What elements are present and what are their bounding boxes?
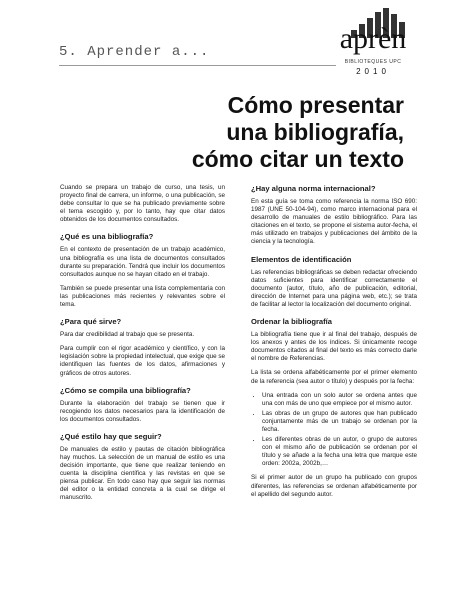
heading-what-for: ¿Para qué sirve? (60, 317, 122, 327)
left-column (60, 184, 225, 509)
list-item: • Les diferentes obras de un autor, o grupo de autores con el mismo año de publicación se ordenan por el título y se añade a la fecha una letra que marque este orden: 2002a, 2002b,… (262, 436, 417, 468)
heading-identification-elements: Elementos de identificación (251, 254, 352, 264)
paragraph: Para cumplir con el rigor académico y científico, y con la legislación sobre la propiedad intelectual, que exige que se identifiquen las fuentes de los datos, afirmaciones y gráficos de otros autores. (60, 345, 225, 377)
title-line-3: cómo citar un texto (191, 146, 404, 172)
paragraph: La bibliografía tiene que ir al final del trabajo, después de los anexos y antes de los índices. Si únicamente recoge documentos citados al final del texto es más correcto darle el nombre de Referencias. (251, 331, 417, 363)
intro-paragraph: Cuando se prepara un trabajo de curso, una tesis, un proyecto final de carrera, un informe, o una publicación, se debe consultar lo que se ha publicado previamente sobre el tema escogido y, por lo tanto, hay que citar datos obtenidos de los documentos consultados. (60, 184, 225, 224)
paragraph: Las referencias bibliográficas se deben redactar ofreciendo datos suficientes para identificar correctamente el documento (autor, título, año de publicación, editorial, dirección de Internet para una página web, etc.); se trata de facilitar al lector la localización del documento original. (251, 268, 417, 308)
heading-how-compiled: ¿Cómo se compila una bibliografía? (60, 385, 191, 395)
section-label: 5. Aprender a... (59, 44, 210, 60)
title-line-1: Cómo presentar (227, 92, 404, 118)
logo-word: aprèn (339, 22, 407, 55)
paragraph: En el contexto de presentación de un trabajo académico, una bibliografía es una lista de documentos consultados durante su preparación. Tendrá que incluir los documentos consultados aunque no se hayan citado en el trabajo. (60, 246, 225, 278)
paragraph: De manuales de estilo y pautas de citación bibliográfica hay muchos. La selección de un manual de estilo es una decisión importante, que tiene que realizar teniendo en cuenta la disciplina científica y las revistas en que se piensa publicar. En todo caso hay que seguir las normas del editor o la entidad concreta a la cual se dirige el manuscrito. (60, 445, 225, 502)
heading-international-norm: ¿Hay alguna norma internacional? (251, 184, 376, 193)
heading-which-style: ¿Qué estilo hay que seguir? (60, 431, 162, 441)
paragraph: Si el primer autor de un grupo ha publicado con grupos diferentes, las referencias se ordenan alfabéticamente por el apellido del segundo autor. (251, 474, 417, 498)
page-title (84, 92, 404, 173)
header-divider (59, 65, 336, 66)
right-column (251, 184, 417, 505)
paragraph: Para dar credibilidad al trabajo que se presenta. (60, 331, 195, 339)
list-item: • Las obras de un grupo de autores que han publicado conjuntamente más de un trabajo se ordenan por la fecha. (262, 410, 417, 434)
paragraph: Durante la elaboración del trabajo se tienen que ir recogiendo los datos necesarios para la identificación de los documentos consultados. (60, 399, 225, 423)
list-item: • Una entrada con un solo autor se ordena antes que una con más de uno que empiece por el mismo autor. (262, 392, 417, 408)
logo-subtitle: BIBLIOTEQUES UPC (344, 59, 402, 65)
heading-order-bibliography: Ordenar la bibliografía (251, 317, 333, 327)
apren-logo (335, 4, 411, 80)
paragraph: La lista se ordena alfabéticamente por el primer elemento de la referencia (sea autor o título) y después por la fecha: (251, 369, 417, 385)
logo-year: 2010 (356, 67, 390, 76)
paragraph: También se puede presentar una lista complementaria con las publicaciones más recientes y relevantes sobre el tema. (60, 284, 225, 309)
heading-what-is-bibliography: ¿Qué es una bibliografía? (60, 232, 154, 242)
paragraph: En esta guía se toma como referencia la norma ISO 690: 1987 (UNE 50-104-94), como marco internacional para el desarrollo de manuales de estilo bibliográfico. Para las citaciones en el texto, se propone el sistema autor-fecha, el más utilizado en trabajos y publicaciones del ámbito de la ciencia y la tecnología. (251, 198, 417, 246)
title-line-2: una bibliografía, (226, 119, 404, 145)
ordering-rules-list (251, 392, 417, 469)
